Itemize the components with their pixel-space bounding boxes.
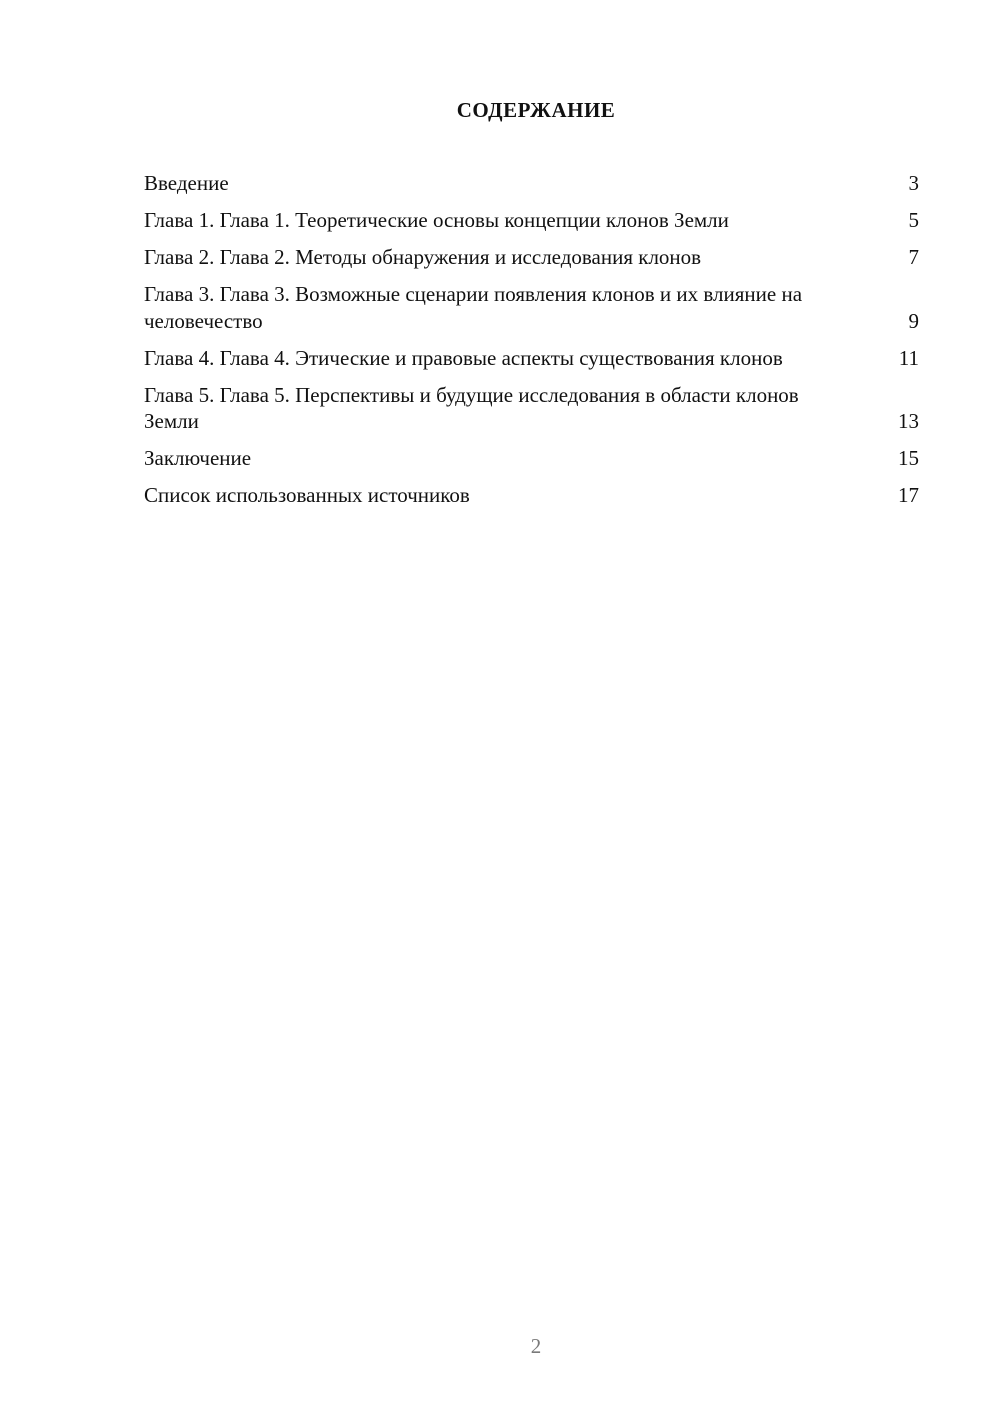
toc-entry-introduction (144, 170, 919, 197)
toc-entry-text: Глава 2. Глава 2. Методы обнаружения и исследования клонов (144, 245, 702, 269)
toc-entry-text: Глава 1. Глава 1. Теоретические основы концепции клонов Земли (144, 208, 729, 232)
toc-entry-chapter-5 (144, 382, 919, 435)
toc-entry-chapter-4 (144, 345, 919, 372)
toc-entry-page: 17 (898, 483, 919, 507)
toc-entry-chapter-2 (144, 244, 919, 271)
toc-entry-page: 15 (898, 446, 919, 470)
toc-entry-page: 7 (908, 245, 919, 269)
toc-entry-text: Заключение (144, 446, 252, 470)
toc-title: СОДЕРЖАНИЕ (456, 98, 616, 122)
toc-entry-page: 9 (908, 308, 919, 333)
toc-entry-references (144, 482, 919, 509)
toc-entry-text: Список использованных источников (144, 483, 470, 507)
toc-entry-conclusion (144, 445, 919, 472)
toc-entry-page: 13 (898, 409, 919, 433)
toc-entry-chapter-1 (144, 207, 919, 234)
table-of-contents (144, 170, 919, 519)
toc-entry-text: Глава 4. Глава 4. Этические и правовые аспекты существования клонов (144, 345, 783, 370)
page-number: 2 (530, 1334, 542, 1358)
toc-entry-text: Глава 5. Глава 5. Перспективы и будущие исследования в области клонов Земли (144, 382, 799, 433)
toc-entry-page: 5 (908, 208, 919, 232)
toc-entry-page: 3 (908, 171, 919, 195)
toc-entry-page: 11 (898, 345, 919, 370)
toc-entry-text: Глава 3. Глава 3. Возможные сценарии появления клонов и их влияние на человечество (144, 282, 803, 333)
toc-entry-text: Введение (144, 171, 229, 195)
toc-entry-chapter-3 (144, 281, 919, 334)
